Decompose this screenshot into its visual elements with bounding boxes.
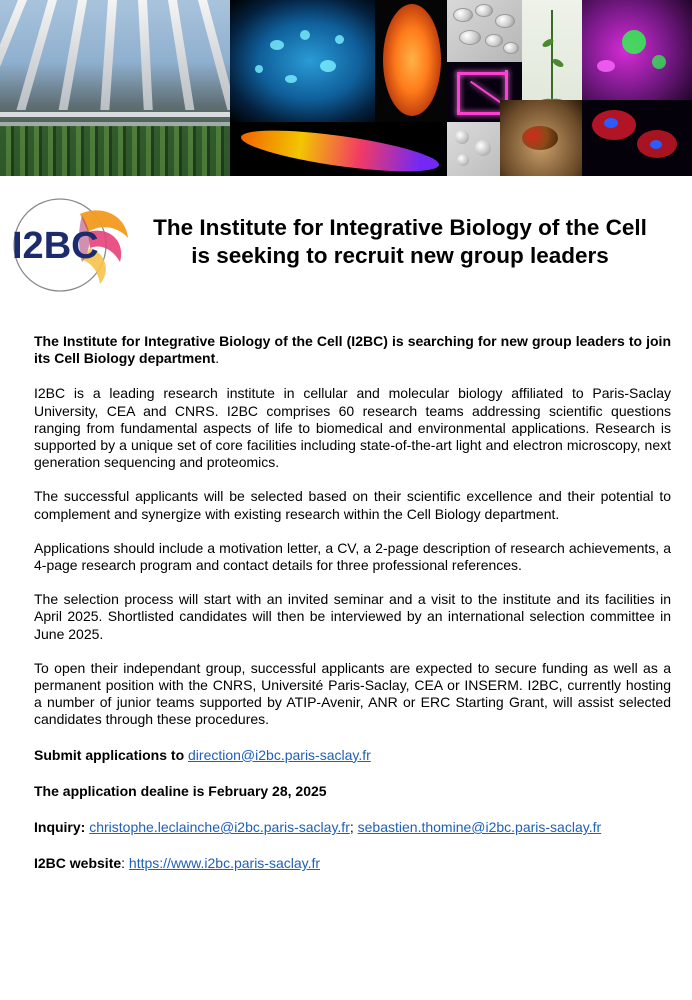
inquiry-email-1-link[interactable]: christophe.leclainche@i2bc.paris-saclay.fr (89, 819, 350, 836)
i2bc-logo (8, 196, 132, 294)
deadline-line: The application dealine is February 28, 2025 (34, 782, 327, 799)
inquiry-line (34, 819, 671, 836)
funding-paragraph: To open their independant group, successful applicants are expected to secure funding as well as a permanent position with the CNRS, Université Paris-Saclay, CEA or INSERM. I2BC, currently hosting a number of junior teams supported by ATIP-Avenir, ANR or ERC Starting Grant, will assist selected candidates through these procedures. (34, 659, 671, 728)
microscopy-image-worm (230, 122, 447, 176)
intro-paragraph (34, 333, 671, 367)
website-line (34, 855, 671, 872)
microscopy-image-cells (447, 122, 500, 176)
submit-line (34, 747, 671, 764)
announcement-body (34, 333, 671, 891)
website-label: I2BC website (34, 855, 122, 872)
building-photo (0, 0, 230, 176)
microscopy-image-yeast (447, 0, 522, 62)
selection-paragraph: The successful applicants will be selected based on their scientific excellence and their potential to complement and synergize with existing research within the Cell Biology department. (34, 488, 671, 522)
website-separator: : (121, 855, 126, 872)
applications-paragraph: Applications should include a motivation letter, a CV, a 2-page description of research achievements, a 4-page research program and contact details for three professional references. (34, 539, 671, 574)
microscopy-image-nuclei (230, 0, 375, 122)
inquiry-separator: ; (349, 819, 354, 836)
title-line-1: The Institute for Integrative Biology of the Cell (153, 215, 647, 240)
inquiry-label: Inquiry: (34, 819, 86, 836)
intro-bold: The Institute for Integrative Biology of the Cell (I2BC) is searching for new group leaders to join its Cell Biology department (34, 333, 671, 367)
banner-collage (0, 0, 692, 176)
logo-text: I2BC (12, 225, 99, 267)
microscopy-image-magenta (582, 0, 692, 100)
website-link[interactable]: https://www.i2bc.paris-saclay.fr (128, 855, 321, 872)
process-paragraph: The selection process will start with an invited seminar and a visit to the institute and its facilities in April 2025. Shortlisted candidates will then be interviewed by an international selection committee in June 2025. (34, 591, 671, 642)
intro-end: . (215, 350, 220, 367)
title-line-2: is seeking to recruit new group leaders (191, 243, 609, 268)
submit-email-link[interactable]: direction@i2bc.paris-saclay.fr (188, 746, 371, 763)
submit-label: Submit applications to (34, 746, 185, 763)
microscopy-image-red-cells (582, 100, 692, 176)
about-paragraph: I2BC is a leading research institute in cellular and molecular biology affiliated to Paris-Saclay University, CEA and CNRS. I2BC comprises 60 research teams addressing scientific questions ranging from fundamental aspects of life to biomedical and environmental applications. Research is supported by a unique set of core facilities including state-of-the-art light and electron microscopy, next generation sequencing and proteomics. (34, 385, 671, 471)
microscopy-image-paramecium (375, 0, 447, 122)
fruit-fly-image (500, 100, 582, 176)
inquiry-email-2-link[interactable]: sebastien.thomine@i2bc.paris-saclay.fr (357, 819, 602, 836)
page-title (140, 214, 660, 270)
